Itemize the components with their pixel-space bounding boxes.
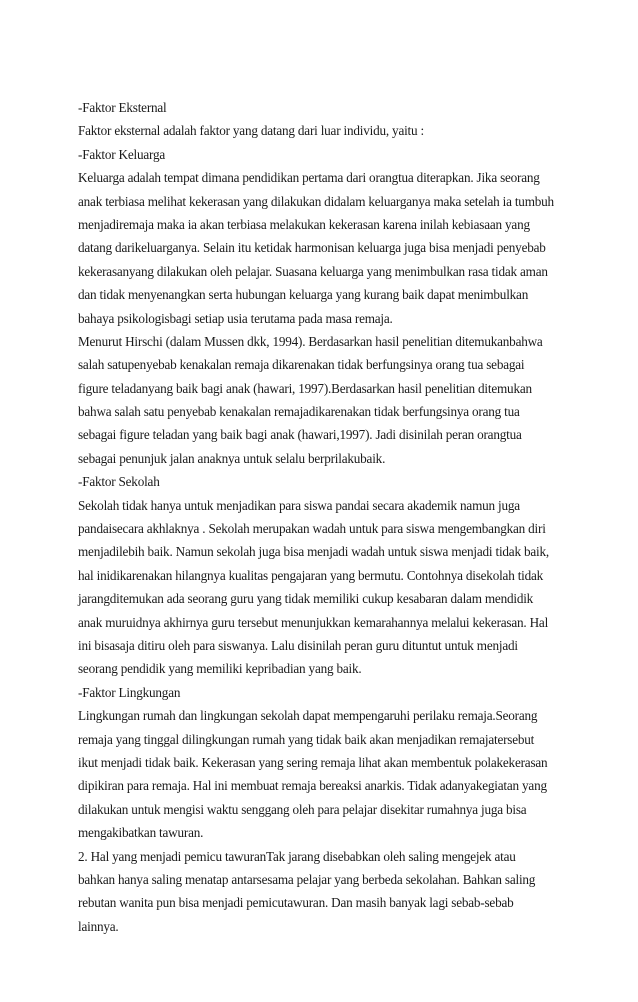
text-line: sebagai figure teladan yang baik bagi anak (hawari,1997). Jadi disinilah peran orangtua — [78, 427, 522, 443]
text-line: salah satupenyebab kenakalan remaja dikarenakan tidak berfungsinya orang tua sebagai — [78, 357, 525, 373]
text-line: hal inidikarenakan hilangnya kualitas pengajaran yang bermutu. Contohnya disekolah tidak — [78, 567, 544, 583]
text-line: kekerasanyang dilakukan oleh pelajar. Suasana keluarga yang menimbulkan rasa tidak aman — [78, 263, 548, 279]
text-line: datang darikeluarganya. Selain itu ketidak harmonisan keluarga juga bisa menjadi penyebab — [78, 240, 546, 256]
heading-faktor-eksternal: -Faktor Eksternal — [78, 100, 167, 115]
text-line: Sekolah tidak hanya untuk menjadikan para siswa pandai secara akademik namun juga — [78, 497, 520, 513]
text-line: menjadiremaja maka ia akan terbiasa melakukan kekerasan karena inilah kebiasaan yang — [78, 216, 530, 232]
text-line: jarangditemukan ada seorang guru yang tidak memiliki cukup kesabaran dalam mendidik — [78, 591, 534, 607]
text-line: rebutan wanita pun bisa menjadi pemicutawuran. Dan masih banyak lagi sebab-sebab — [78, 895, 514, 911]
text-line: lainnya. — [78, 918, 119, 934]
text-line: Menurut Hirschi (dalam Mussen dkk, 1994). Berdasarkan hasil penelitian ditemukanbahwa — [78, 333, 543, 349]
text-line: figure teladanyang baik bagi anak (hawari, 1997).Berdasarkan hasil penelitian ditemukan — [78, 380, 532, 396]
heading-faktor-lingkungan: -Faktor Lingkungan — [78, 684, 181, 700]
text-line: anak muruidnya akhirnya guru tersebut menunjukkan kemarahannya melalui kekerasan. Hal — [78, 614, 549, 630]
text-line: dipikiran para remaja. Hal ini membuat remaja bereaksi anarkis. Tidak adanyakegiatan yang — [78, 778, 547, 794]
text-line: Faktor eksternal adalah faktor yang datang dari luar individu, yaitu : — [78, 123, 424, 139]
text-line: dilakukan untuk mengisi waktu senggang oleh para pelajar disekitar rumahnya juga bisa — [78, 801, 527, 817]
text-line: Keluarga adalah tempat dimana pendidikan pertama dari orangtua diterapkan. Jika seorang — [78, 170, 540, 186]
text-line: seorang pendidik yang memiliki kepribadian yang baik. — [78, 661, 362, 677]
text-line: ini bisasaja ditiru oleh para siswanya. Lalu disinilah peran guru dituntut untuk menjadi — [78, 637, 518, 653]
text-line: bahaya psikologisbagi setiap usia terutama pada masa remaja. — [78, 310, 393, 326]
text-line: pandaisecara akhlaknya . Sekolah merupakan wadah untuk para siswa mengembangkan diri — [78, 521, 546, 537]
heading-faktor-sekolah: -Faktor Sekolah — [78, 474, 160, 490]
document-body — [78, 96, 562, 938]
text-line: ikut menjadi tidak baik. Kekerasan yang sering remaja lihat akan membentuk polakekerasan — [78, 754, 548, 770]
text-line: anak terbiasa melihat kekerasan yang dilakukan didalam keluarganya maka setelah ia tumbuh — [78, 193, 554, 209]
text-line: 2. Hal yang menjadi pemicu tawuranTak jarang disebabkan oleh saling mengejek atau — [78, 848, 516, 864]
text-line: menjadilebih baik. Namun sekolah juga bisa menjadi wadah untuk siswa menjadi tidak baik, — [78, 544, 549, 560]
text-line: mengakibatkan tawuran. — [78, 825, 204, 841]
heading-faktor-keluarga: -Faktor Keluarga — [78, 146, 166, 162]
text-line: remaja yang tinggal dilingkungan rumah yang tidak baik akan menjadikan remajatersebut — [78, 731, 535, 747]
text-line: dan tidak menyenangkan serta hubungan keluarga yang kurang baik dapat menimbulkan — [78, 287, 529, 303]
text-line: bahkan hanya saling menatap antarsesama pelajar yang berbeda sekolahan. Bahkan saling — [78, 871, 536, 887]
text-line: Lingkungan rumah dan lingkungan sekolah dapat mempengaruhi perilaku remaja.Seorang — [78, 708, 538, 724]
text-line: sebagai penunjuk jalan anaknya untuk selalu berprilakubaik. — [78, 450, 386, 466]
text-line: bahwa salah satu penyebab kenakalan remajadikarenakan tidak berfungsinya orang tua — [78, 404, 520, 420]
